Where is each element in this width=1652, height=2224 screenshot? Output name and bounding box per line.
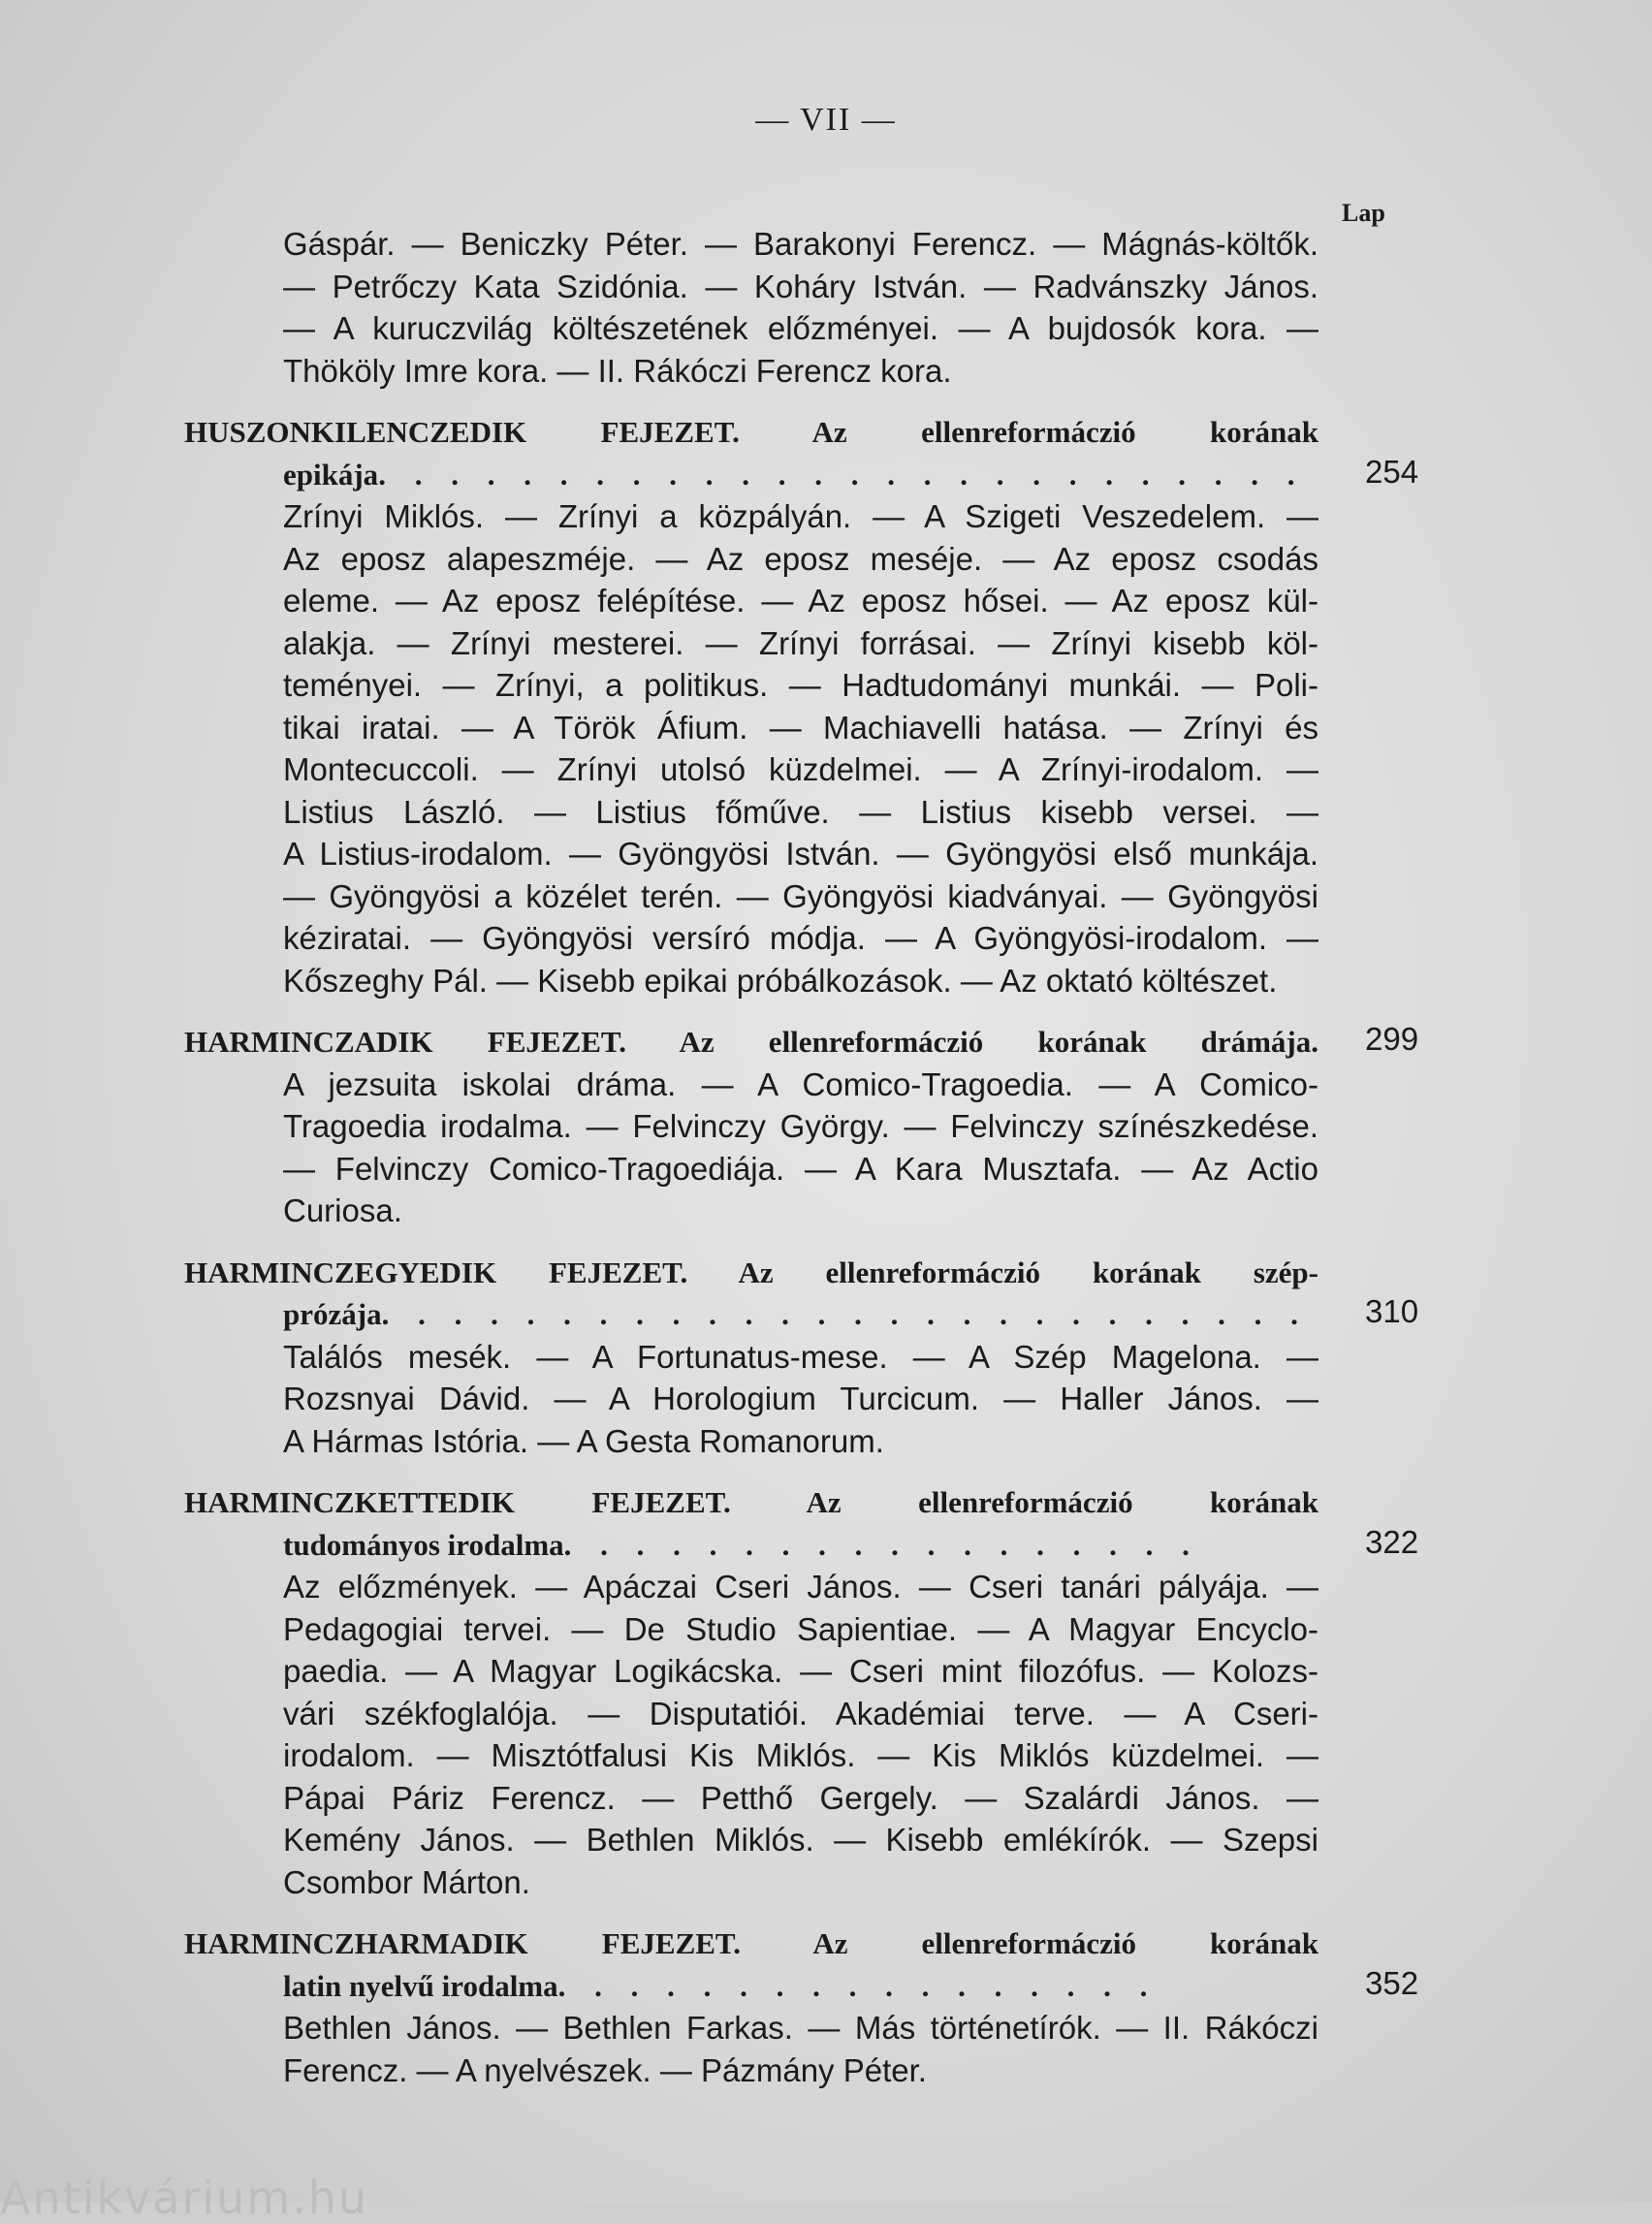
chapter-heading-cont	[184, 1965, 1318, 2008]
chapter-heading: HARMINCZEGYEDIK FEJEZET. Az ellenreformáczió korának szép-	[184, 1255, 1318, 1289]
entry-line: tikai iratai. — A Török Áfium. — Machiavelli hatása. — Zrínyi és	[283, 709, 1318, 746]
continued-entry	[184, 223, 1318, 392]
entry-line: — Petrőczy Kata Szidónia. — Koháry István. — Radvánszky János.	[283, 268, 1318, 304]
entry-line: Pápai Páriz Ferencz. — Petthő Gergely. — Szalárdi János. —	[283, 1779, 1318, 1816]
chapter-entry	[184, 1252, 1445, 1463]
chapter-heading-cont	[184, 454, 1318, 496]
entry-line: eleme. — Az eposz felépítése. — Az eposz hősei. — Az eposz kül-	[283, 583, 1318, 619]
entry-line: Kemény János. — Bethlen Miklós. — Kisebb emlékírók. — Szepsi	[283, 1822, 1318, 1858]
chapter-topics	[184, 1064, 1318, 1232]
chapter-topics	[184, 2007, 1318, 2091]
chapter-heading: HARMINCZADIK FEJEZET. Az ellenreformáczió korának drámája.	[184, 1025, 1318, 1059]
entry-line: A Hármas Istória. — A Gesta Romanorum.	[283, 1422, 884, 1459]
entry-line: Curiosa.	[283, 1192, 402, 1228]
chapter-subtitle: tudományos irodalma	[283, 1527, 564, 1562]
entry-line: A jezsuita iskolai dráma. — A Comico-Tragoedia. — A Comico-	[283, 1065, 1318, 1102]
entry-line: Az eposz alapeszméje. — Az eposz meséje. — Az eposz csodás	[283, 540, 1318, 577]
chapter-entry	[184, 411, 1445, 1001]
chapter-heading: HARMINCZHARMADIK FEJEZET. Az ellenreformáczió korának	[184, 1926, 1318, 1960]
chapter-topics	[184, 1336, 1318, 1463]
page-number: — VII —	[755, 102, 897, 138]
table-of-contents	[184, 223, 1445, 2091]
entry-line: — Felvinczy Comico-Tragoediája. — A Kara Musztafa. — Az Actio	[283, 1150, 1318, 1187]
chapter-page-number: 310	[1365, 1293, 1419, 1329]
chapter-subtitle: latin nyelvű irodalma	[283, 1968, 558, 2003]
entry-line: teményei. — Zrínyi, a politikus. — Hadtudományi munkái. — Poli-	[283, 667, 1318, 703]
watermark: Antikvárium.hu	[0, 2172, 369, 2224]
entry-line: kéziratai. — Gyöngyösi versíró módja. — A Gyöngyösi-irodalom. —	[283, 920, 1318, 956]
leader-dots: . . . . . . . . . . . . . . . . .	[557, 1968, 1159, 2003]
entry-line: irodalom. — Misztótfalusi Kis Miklós. — Kis Miklós küzdelmei. —	[283, 1737, 1318, 1773]
entry-line: paedia. — A Magyar Logikácska. — Cseri mint filozófus. — Kolozs-	[283, 1653, 1318, 1689]
chapter-page-number: 254	[1365, 453, 1419, 490]
entry-line: Pedagogiai tervei. — De Studio Sapientiae. — A Magyar Encyclo-	[283, 1610, 1318, 1647]
chapter-entry	[184, 1481, 1445, 1903]
entry-line: Az előzmények. — Apáczai Cseri János. — Cseri tanári pályája. —	[283, 1569, 1318, 1604]
leader-dots: . . . . . . . . . . . . . . . . . . . . . . . . . .	[378, 457, 1306, 492]
entry-line: Listius László. — Listius főműve. — Listius kisebb versei. —	[283, 793, 1318, 830]
chapter-heading-cont	[184, 1524, 1318, 1567]
entry-line: Találós mesék. — A Fortunatus-mese. — A Szép Magelona. —	[283, 1338, 1318, 1375]
chapter-page-number: 299	[1365, 1021, 1419, 1057]
chapter-heading: HUSZONKILENCZEDIK FEJEZET. Az ellenreformáczió korának	[184, 415, 1318, 449]
entry-line: Kőszeghy Pál. — Kisebb epikai próbálkozások. — Az oktató költészet.	[283, 962, 1278, 999]
chapter-heading-cont	[184, 1293, 1318, 1336]
chapter-entry	[184, 1021, 1445, 1232]
chapter-page-number: 322	[1365, 1523, 1419, 1560]
leader-dots: . . . . . . . . . . . . . . . . . .	[563, 1527, 1200, 1562]
chapter-topics	[184, 495, 1318, 1001]
entry-line: A Listius-irodalom. — Gyöngyösi István. — Gyöngyösi első munkája.	[283, 836, 1318, 872]
entry-line: Thököly Imre kora. — II. Rákóczi Ferencz kora.	[283, 352, 952, 389]
entry-line: alakja. — Zrínyi mesterei. — Zrínyi forrásai. — Zrínyi kisebb köl-	[283, 624, 1318, 661]
chapter-entry	[184, 1922, 1445, 2091]
entry-line: vári székfoglalója. — Disputatiói. Akadémiai terve. — A Cseri-	[283, 1695, 1318, 1732]
entry-line: Montecuccoli. — Zrínyi utolsó küzdelmei. — A Zrínyi-irodalom. —	[283, 751, 1318, 787]
entry-line: Tragoedia irodalma. — Felvinczy György. — Felvinczy színészkedése.	[283, 1108, 1318, 1144]
entry-line: Gáspár. — Beniczky Péter. — Barakonyi Ferencz. — Mágnás-költők.	[283, 226, 1318, 262]
leader-dots: . . . . . . . . . . . . . . . . . . . . . . . . . .	[381, 1297, 1309, 1331]
entry-line: — A kuruczvilág költészetének előzményei. — A bujdosók kora. —	[283, 310, 1318, 346]
chapter-page-number: 352	[1365, 1964, 1419, 2001]
chapter-subtitle: prózája	[283, 1297, 382, 1331]
lap-column-label: Lap	[1342, 199, 1385, 227]
chapter-heading: HARMINCZKETTEDIK FEJEZET. Az ellenreformáczió korának	[184, 1485, 1318, 1519]
chapter-topics	[184, 1566, 1318, 1903]
entry-line: — Gyöngyösi a közélet terén. — Gyöngyösi kiadványai. — Gyöngyösi	[283, 877, 1318, 914]
entry-line: Zrínyi Miklós. — Zrínyi a közpályán. — A Szigeti Veszedelem. —	[283, 498, 1318, 534]
entry-line: Rozsnyai Dávid. — A Horologium Turcicum. — Haller János. —	[283, 1381, 1318, 1416]
chapter-subtitle: epikája	[283, 457, 379, 492]
entry-line: Bethlen János. — Bethlen Farkas. — Más történetírók. — II. Rákóczi	[283, 2010, 1318, 2046]
entry-line: Csombor Márton.	[283, 1863, 530, 1900]
entry-line: Ferencz. — A nyelvészek. — Pázmány Péter.	[283, 2051, 927, 2088]
